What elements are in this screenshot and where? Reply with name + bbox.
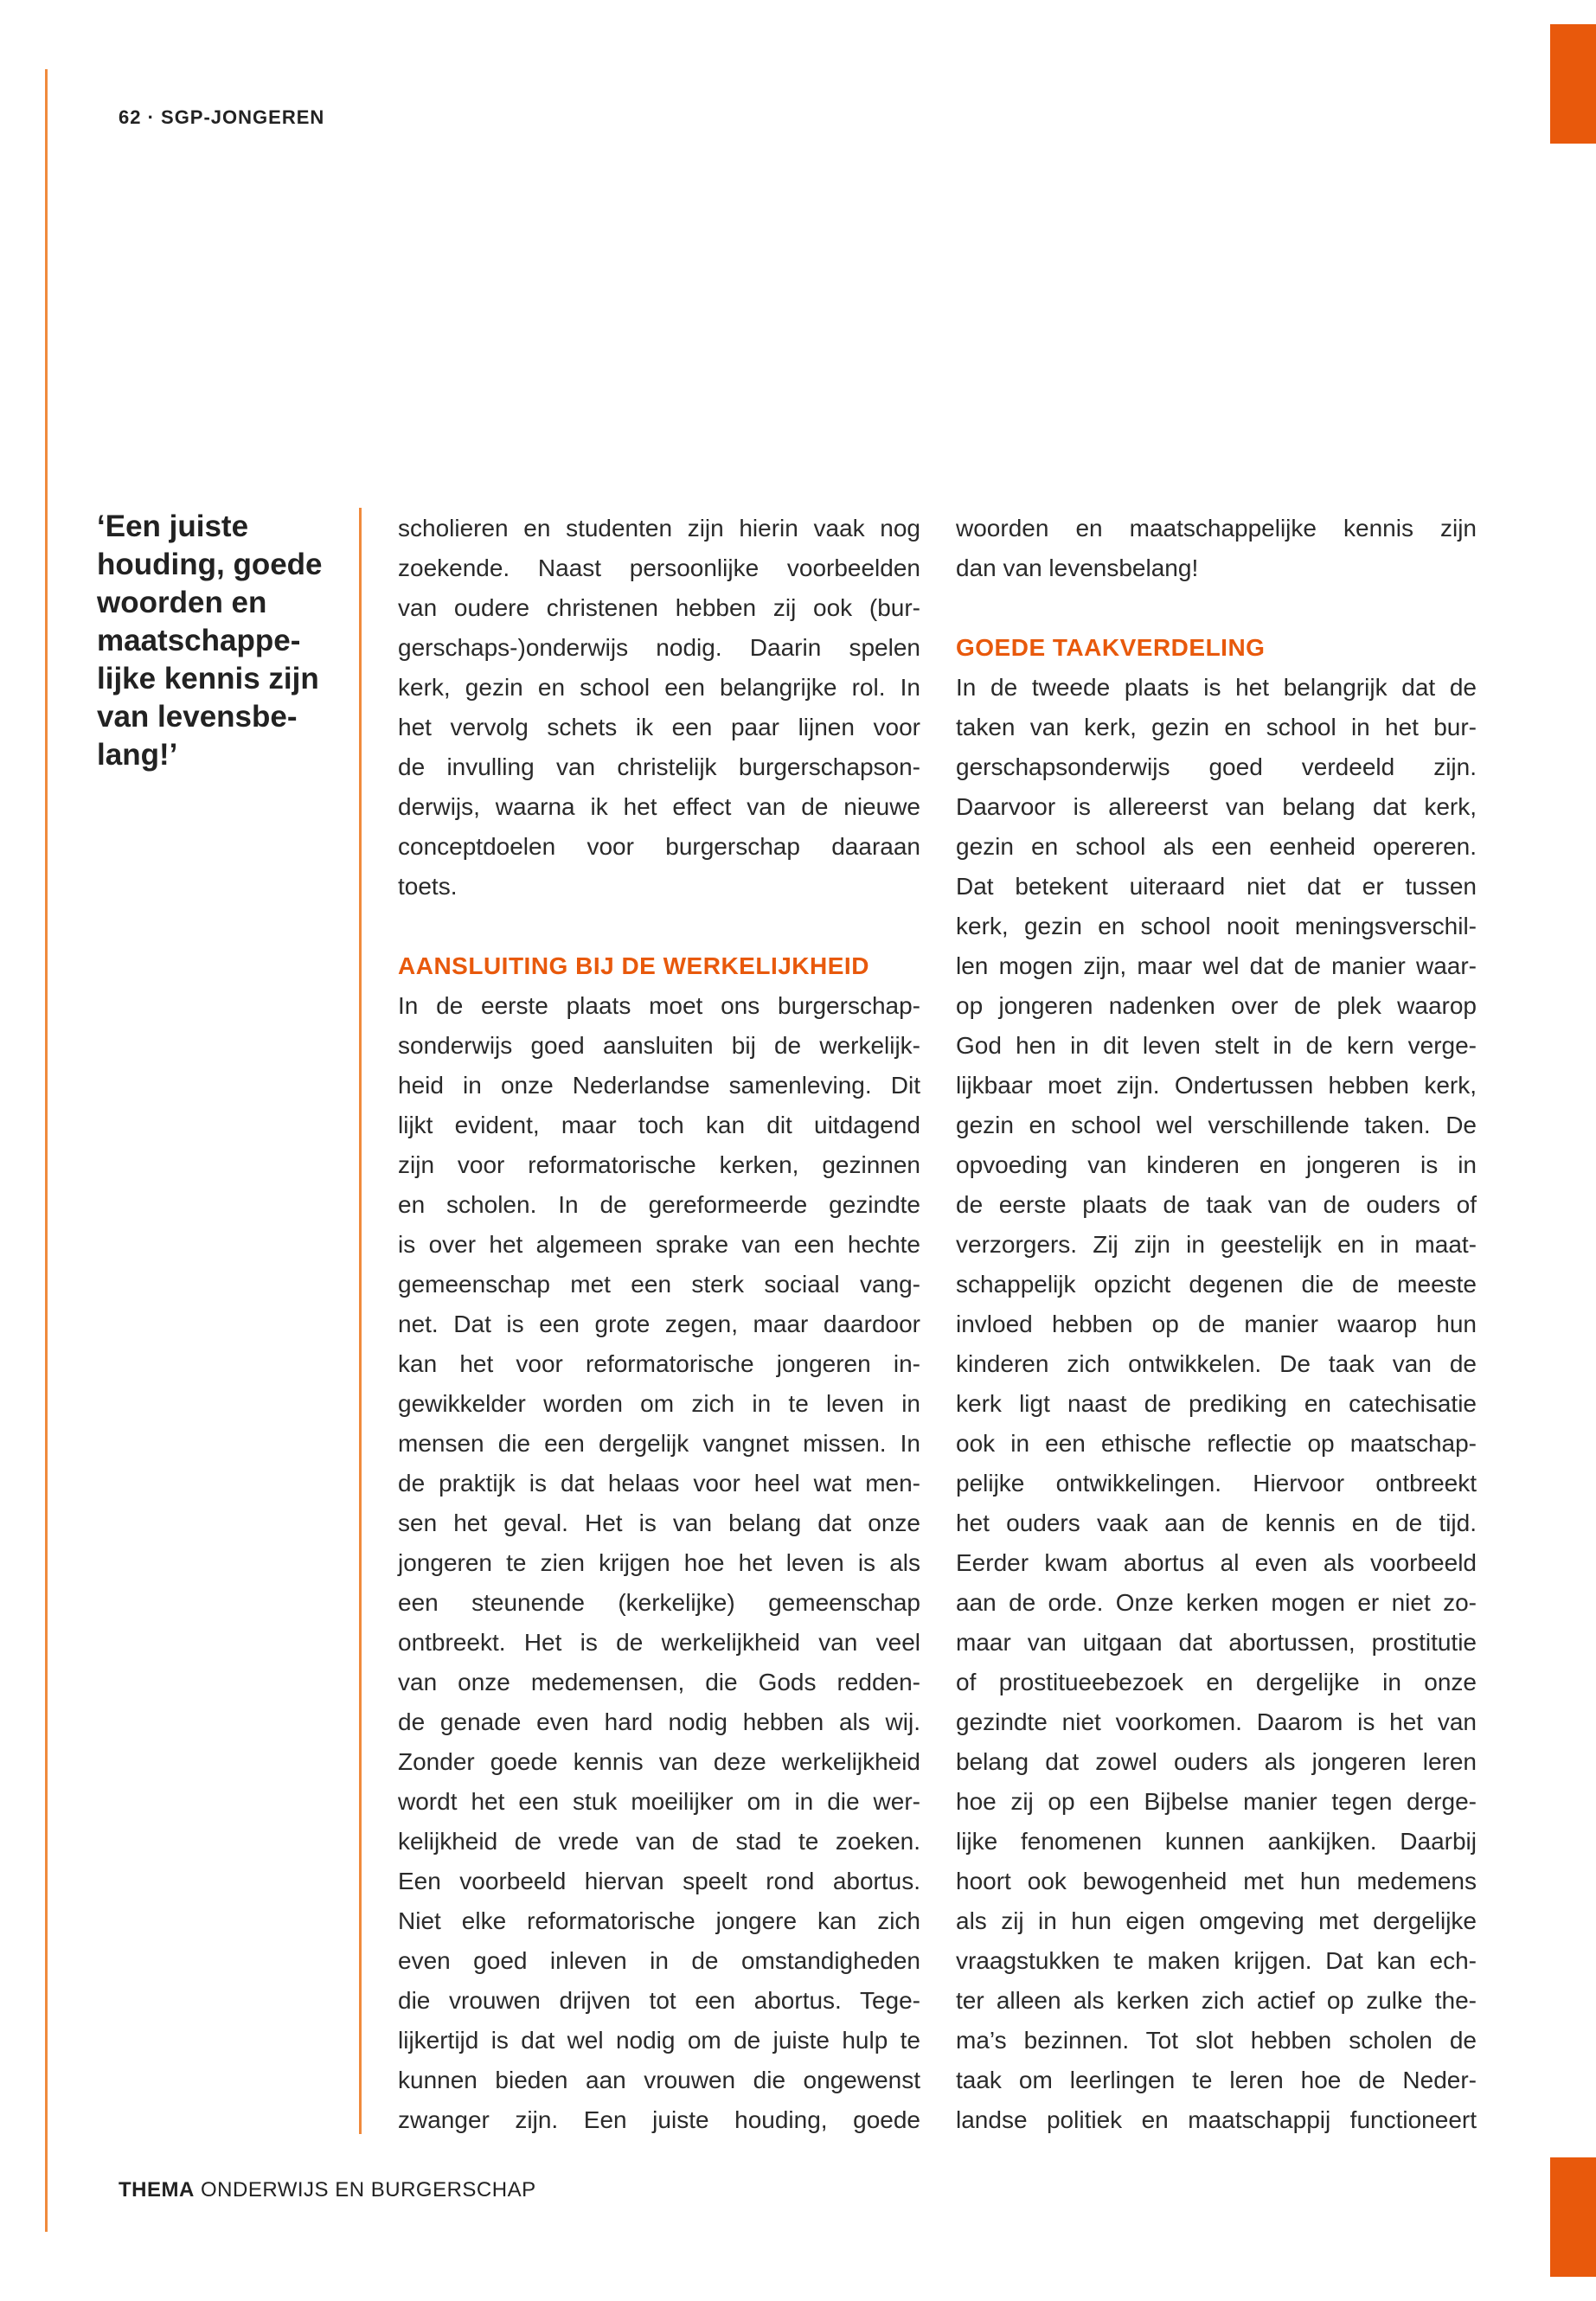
text-line: In de eerste plaats moet ons burgerschap-: [398, 992, 920, 1019]
text-line: landse politiek en maatschappij functioneert: [956, 2106, 1477, 2133]
text-line: maatschappe-: [97, 624, 301, 657]
text-line: kinderen zich ontwikkelen. De taak van de: [956, 1350, 1477, 1377]
text-line: hoe zij op een Bijbelse manier tegen derge-: [956, 1788, 1477, 1815]
text-line: gerschaps-)onderwijs nodig. Daarin spelen: [398, 634, 920, 661]
text-line: sonderwijs goed aansluiten bij de werkelijk-: [398, 1032, 920, 1059]
text-line: de genade even hard nodig hebben als wij.: [398, 1708, 920, 1735]
intro-paragraph: [398, 509, 920, 907]
text-line: woorden en maatschappelijke kennis zijn: [956, 515, 1477, 542]
page-footer: [119, 2178, 536, 2202]
text-line: Eerder kwam abortus al even als voorbeeld: [956, 1549, 1477, 1576]
text-line: ook in een ethische reflectie op maatschap-: [956, 1430, 1477, 1457]
text-line: zwanger zijn. Een juiste houding, goede: [398, 2106, 920, 2133]
text-line: houding, goede: [97, 548, 323, 581]
text-line: gezindte niet voorkomen. Daarom is het van: [956, 1708, 1477, 1735]
pull-quote-rule: [359, 508, 362, 2134]
text-line: kerk ligt naast de prediking en catechisatie: [956, 1390, 1477, 1417]
text-line: Niet elke reformatorische jongere kan zich: [398, 1907, 920, 1934]
text-line: woorden en: [97, 586, 267, 619]
text-line: taak om leerlingen te leren hoe de Neder-: [956, 2067, 1477, 2093]
text-line: jongeren te zien krijgen hoe het leven is als: [398, 1549, 920, 1576]
text-line: net. Dat is een grote zegen, maar daardoor: [398, 1311, 920, 1337]
text-line: gewikkelder worden om zich in te leven in: [398, 1390, 920, 1417]
text-line: lijke kennis zijn: [97, 662, 319, 695]
text-line: wordt het een stuk moeilijker om in die wer-: [398, 1788, 920, 1815]
text-line: mensen die een dergelijk vangnet missen. In: [398, 1430, 920, 1457]
text-line: Zonder goede kennis van deze werkelijkheid: [398, 1748, 920, 1775]
text-line: en scholen. In de gereformeerde gezindte: [398, 1191, 920, 1218]
text-line: lijkertijd is dat wel nodig om de juiste hulp te: [398, 2027, 920, 2054]
text-line: maar van uitgaan dat abortussen, prostitutie: [956, 1629, 1477, 1656]
text-line: is over het algemeen sprake van een hechte: [398, 1231, 920, 1258]
text-line: gezin en school wel verschillende taken. De: [956, 1112, 1477, 1138]
text-line: gerschapsonderwijs goed verdeeld zijn.: [956, 753, 1477, 780]
text-line: God hen in dit leven stelt in de kern verge-: [956, 1032, 1477, 1059]
text-line: aan de orde. Onze kerken mogen er niet zo-: [956, 1589, 1477, 1616]
text-line: op jongeren nadenken over de plek waarop: [956, 992, 1477, 1019]
text-line: conceptdoelen voor burgerschap daaraan: [398, 833, 920, 860]
text-line: een steunende (kerkelijke) gemeenschap: [398, 1589, 920, 1616]
footer-section: THEMA: [119, 2178, 195, 2202]
text-line: ‘Een juiste: [97, 510, 249, 543]
text-line: ter alleen als kerken zich actief op zulke the-: [956, 1987, 1477, 2014]
intro-paragraph: [956, 509, 1477, 588]
text-line: belang dat zowel ouders als jongeren leren: [956, 1748, 1477, 1775]
pull-quote: [97, 508, 348, 774]
text-line: invloed hebben op de manier waarop hun: [956, 1311, 1477, 1337]
text-line: zoekende. Naast persoonlijke voorbeelden: [398, 554, 920, 581]
text-line: vraagstukken te maken krijgen. Dat kan ech-: [956, 1947, 1477, 1974]
orange-tab-top: [1550, 24, 1596, 144]
text-line: hoort ook bewogenheid met hun medemens: [956, 1868, 1477, 1894]
text-line: de invulling van christelijk burgerschapson-: [398, 753, 920, 780]
body-paragraph: [956, 668, 1477, 2140]
text-line: pelijke ontwikkelingen. Hiervoor ontbreekt: [956, 1470, 1477, 1497]
section-heading-taakverdeling: GOEDE TAAKVERDELING: [956, 634, 1266, 661]
text-line: Een voorbeeld hiervan speelt rond abortus.: [398, 1868, 920, 1894]
orange-tab-bottom: [1550, 2157, 1596, 2277]
text-line: kunnen bieden aan vrouwen die ongewenst: [398, 2067, 920, 2093]
text-line: Daarvoor is allereerst van belang dat kerk,: [956, 793, 1477, 820]
page-folio: 62 · SGP-JONGEREN: [119, 106, 325, 128]
text-line: als zij in hun eigen omgeving met dergelijke: [956, 1907, 1477, 1934]
text-line: of prostitueebezoek en dergelijke in onze: [956, 1669, 1477, 1695]
text-line: verzorgers. Zij zijn in geestelijk en in maat-: [956, 1231, 1477, 1258]
text-column-middle: [398, 509, 920, 2140]
text-line: ontbreekt. Het is de werkelijkheid van veel: [398, 1629, 920, 1656]
text-line: kerk, gezin en school nooit meningsverschil-: [956, 913, 1477, 939]
text-line: scholieren en studenten zijn hierin vaak nog: [398, 515, 920, 542]
text-line: ma’s bezinnen. Tot slot hebben scholen de: [956, 2027, 1477, 2054]
text-line: taken van kerk, gezin en school in het bur-: [956, 714, 1477, 740]
text-line: Dat betekent uiteraard niet dat er tussen: [956, 873, 1477, 900]
text-line: het ouders vaak aan de kennis en de tijd.: [956, 1509, 1477, 1536]
text-line: lijkt evident, maar toch kan dit uitdagend: [398, 1112, 920, 1138]
text-line: gezin en school als een eenheid opereren.: [956, 833, 1477, 860]
text-line: gemeenschap met een sterk sociaal vang-: [398, 1271, 920, 1298]
text-line: van onze medemensen, die Gods redden-: [398, 1669, 920, 1695]
text-line: toets.: [398, 873, 458, 900]
body-paragraph: [398, 986, 920, 2140]
text-line: die vrouwen drijven tot een abortus. Tege-: [398, 1987, 920, 2014]
text-line: kelijkheid de vrede van de stad te zoeken.: [398, 1828, 920, 1855]
section-heading-werkelijkheid: AANSLUITING BIJ DE WERKELIJKHEID: [398, 952, 869, 979]
page-margin-rule: [45, 69, 48, 2232]
text-line: van oudere christenen hebben zij ook (bur-: [398, 594, 920, 621]
text-line: sen het geval. Het is van belang dat onze: [398, 1509, 920, 1536]
text-line: de eerste plaats de taak van de ouders of: [956, 1191, 1477, 1218]
text-line: lijkbaar moet zijn. Ondertussen hebben kerk,: [956, 1072, 1477, 1099]
text-line: dan van levensbelang!: [956, 554, 1199, 581]
text-column-right: [956, 509, 1477, 2140]
text-line: In de tweede plaats is het belangrijk dat de: [956, 674, 1477, 701]
text-line: kan het voor reformatorische jongeren in-: [398, 1350, 920, 1377]
text-line: de praktijk is dat helaas voor heel wat men-: [398, 1470, 920, 1497]
text-line: het vervolg schets ik een paar lijnen voor: [398, 714, 920, 740]
footer-title: ONDERWIJS EN BURGERSCHAP: [201, 2178, 536, 2202]
text-line: kerk, gezin en school een belangrijke rol. In: [398, 674, 920, 701]
text-line: opvoeding van kinderen en jongeren is in: [956, 1151, 1477, 1178]
text-line: van levensbe-: [97, 700, 298, 734]
text-line: schappelijk opzicht degenen die de meeste: [956, 1271, 1477, 1298]
text-line: even goed inleven in de omstandigheden: [398, 1947, 920, 1974]
text-line: lijke fenomenen kunnen aankijken. Daarbij: [956, 1828, 1477, 1855]
text-line: heid in onze Nederlandse samenleving. Dit: [398, 1072, 920, 1099]
text-line: zijn voor reformatorische kerken, gezinnen: [398, 1151, 920, 1178]
text-line: derwijs, waarna ik het effect van de nieuwe: [398, 793, 920, 820]
text-line: len mogen zijn, maar wel dat de manier waar-: [956, 952, 1477, 979]
text-line: lang!’: [97, 738, 178, 772]
